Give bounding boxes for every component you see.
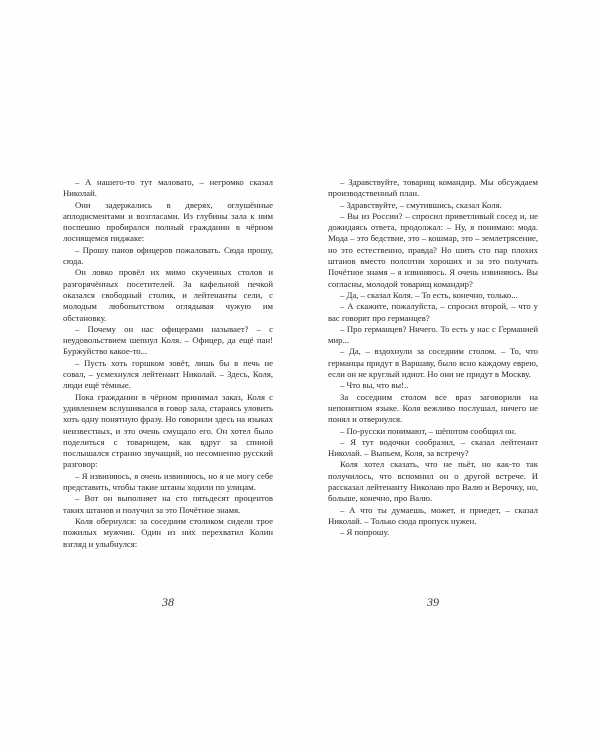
page-number-right: 39: [427, 595, 439, 609]
paragraph: – А нашего-то тут маловато, – негромко сказал Николай.: [63, 177, 273, 199]
page-number-left: 38: [162, 595, 174, 609]
paragraph: – Прошу панов офицеров пожаловать. Сюда прошу, сюда.: [63, 244, 273, 267]
paragraph: – Почему он нас офицерами называет? – с неудовольствием шепнул Коля. – Офицер, да ещё пан! Буржуйство какое-то...: [63, 323, 273, 357]
paragraph: – Я попрошу.: [340, 527, 390, 538]
paragraph: Коля обернулся: за соседним столиком сидели трое пожилых мужчин. Один из них перехватил Колин взгляд и улыбнулся:: [63, 515, 273, 549]
paragraph: За соседним столом все враз заговорили на непонятном языке. Коля вежливо послушал, ничего не понял и отвернулся.: [328, 391, 538, 425]
paragraph: – Про германцев? Ничего. То есть у нас с Германией мир...: [328, 323, 538, 346]
paragraph: – Здравствуйте, товарищ командир. Мы обсуждаем производственный план.: [328, 177, 538, 199]
paragraph: – Я извиняюсь, я очень извиняюсь, но я не могу себе представить, чтобы такие штаны ходили по улицам.: [63, 470, 273, 493]
paragraph: – Я тут водочки сообразил, – сказал лейтенант Николай. – Выпьем, Коля, за встречу?: [328, 436, 538, 459]
paragraph: – Да, – вздохнули за соседним столом. – То, что германцы придут в Варшаву, было ясно каждому еврею, если он не круглый идиот. Но они не придут в Москву.: [328, 346, 538, 380]
left-page-text: [63, 177, 273, 550]
paragraph: – Что вы, что вы!..: [340, 380, 409, 391]
paragraph: Он ловко провёл их мимо скученных столов и разгорячённых посетителей. За кафельной печкой оказался свободный столик, и лейтенанты сели, с молодым любопытством оглядывая чужую им обстановку.: [63, 267, 273, 323]
paragraph: – А скажите, пожалуйста, – спросил второй, – что у вас говорят про германцев?: [328, 301, 538, 323]
paragraph: – А что ты думаешь, может, и приедет, – сказал Николай. – Только сюда пропуск нужен.: [328, 504, 538, 526]
paragraph: Пока гражданин в чёрном принимал заказ, Коля с удивлением вслушивался в говор зала, стараясь уловить хоть одну понятную фразу. Но говорили здесь на языках неизвестных, и это очень смущало его. Он хотел было поделиться с товарищем, как вдруг за спиной послышался странно звучащий, но несомненно русский разговор:: [63, 391, 273, 470]
right-page-text: [328, 177, 538, 539]
paragraph: – Вот он выполняет на сто пятьдесят процентов таких штанов и получил за это Почётное знамя.: [63, 493, 273, 515]
paragraph: – Здравствуйте, – смутившись, сказал Коля.: [340, 199, 502, 210]
paragraph: – Пусть хоть горшком зовёт, лишь бы в печь не совал, – усмехнулся лейтенант Николай. – Здесь, Коля, люди ещё тёмные.: [63, 357, 273, 391]
paragraph: Они задержались в дверях, оглушённые аплодисментами и возгласами. Из глубины зала к ним поспешно пробирался полный гражданин в чёрном лоснящемся пиджаке:: [63, 199, 273, 244]
paragraph: Коля хотел сказать, что не пьёт, но как-то так получилось, что вспомнил он о другой встрече. И рассказал лейтенанту Николаю про Валю и Верочку, но, больше, конечно, про Валю.: [328, 459, 538, 504]
paragraph: – Да, – сказал Коля. – То есть, конечно, только...: [340, 289, 518, 300]
paragraph: – По-русски понимают, – шёпотом сообщил он.: [340, 425, 517, 436]
paragraph: – Вы из России? – спросил приветливый сосед и, не дожидаясь ответа, продолжал: – Ну, я понимаю: мода. Мода – это бедствие, это – кошмар, это – землетрясение, но это естественно, правда? Но шить сто пар плохих штанов вместо полсотни хороших и за это получать Почётное знамя – я извиняюсь. Я очень извиняюсь. Вы согласны, молодой товарищ командир?: [328, 210, 538, 289]
right-page: [300, 0, 600, 750]
